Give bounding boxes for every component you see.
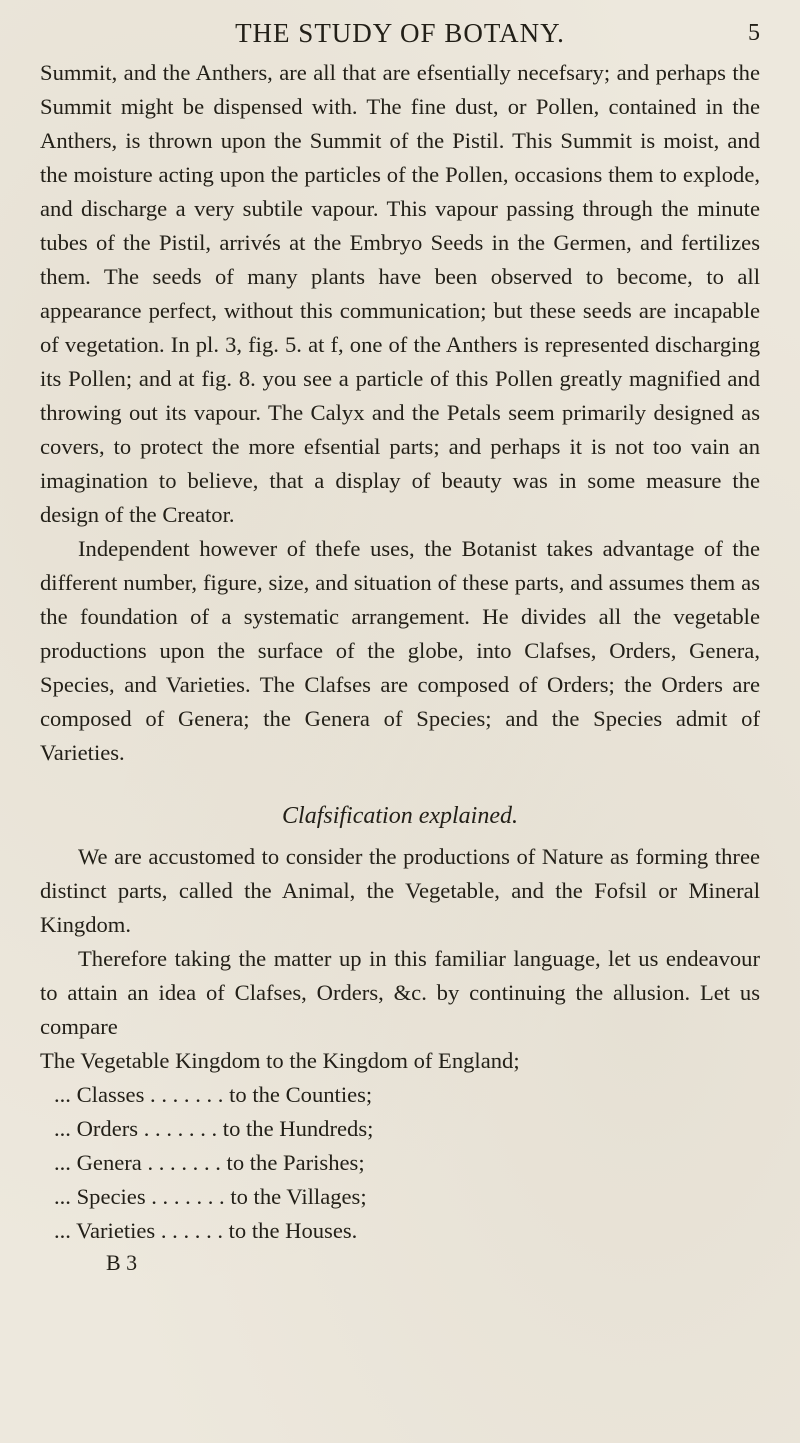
analogy-item-genera: ... Genera . . . . . . . to the Parishes; bbox=[54, 1150, 365, 1175]
paragraph-three-kingdoms: We are accustomed to consider the productions of Nature as forming three distinct parts, called the Animal, the Vegetable, and the Fofsil or Mineral Kingdom. bbox=[40, 844, 760, 937]
running-head bbox=[40, 14, 760, 50]
analogy-item-orders: ... Orders . . . . . . . to the Hundreds; bbox=[54, 1116, 374, 1141]
paragraph-systematic-arrangement: Independent however of thefe uses, the Botanist takes advantage of the different number, figure, size, and situation of these parts, and assumes them as the foundation of a systematic arrangement. He divides all the vegetable productions upon the surface of the globe, into Clafses, Orders, Genera, Species, and Varieties. The Clafses are composed of Orders; the Orders are composed of Genera; the Genera of Species; and the Species admit of Varieties. bbox=[40, 536, 760, 765]
analogy-list bbox=[40, 1078, 760, 1248]
analogy-item-varieties: ... Varieties . . . . . . to the Houses. bbox=[54, 1218, 358, 1243]
running-title: THE STUDY OF BOTANY. bbox=[235, 18, 565, 48]
comparison-intro: The Vegetable Kingdom to the Kingdom of England; bbox=[40, 1048, 520, 1073]
paragraph-pollen-fertilization: Summit, and the Anthers, are all that are efsentially necefsary; and perhaps the Summit might be dispensed with. The fine dust, or Pollen, contained in the Anthers, is thrown upon the Summit of the Pistil. This Summit is moist, and the moisture acting upon the particles of the Pollen, occasions them to explode, and discharge a very subtile vapour. This vapour passing through the minute tubes of the Pistil, arrivés at the Embryo Seeds in the Germen, and fertilizes them. The seeds of many plants have been observed to become, to all appearance perfect, without this communication; but these seeds are incapable of vegetation. In pl. 3, fig. 5. at f, one of the Anthers is represented discharging its Pollen; and at fig. 8. you see a particle of this Pollen greatly magnified and throwing out its vapour. The Calyx and the Petals seem primarily designed as covers, to protect the more efsential parts; and perhaps it is not too vain an imagination to believe, that a display of beauty was in some measure the design of the Creator. bbox=[40, 60, 760, 527]
paragraph-familiar-language: Therefore taking the matter up in this familiar language, let us endeavour to attain an idea of Clafses, Orders, &c. by continuing the allusion. Let us compare bbox=[40, 946, 760, 1039]
analogy-item-classes: ... Classes . . . . . . . to the Counties; bbox=[54, 1082, 373, 1107]
page-number: 5 bbox=[748, 20, 760, 46]
analogy-item-species: ... Species . . . . . . . to the Villages; bbox=[54, 1184, 367, 1209]
section-heading-classification: Clafsification explained. bbox=[282, 803, 518, 829]
signature-mark: B 3 bbox=[106, 1250, 138, 1275]
